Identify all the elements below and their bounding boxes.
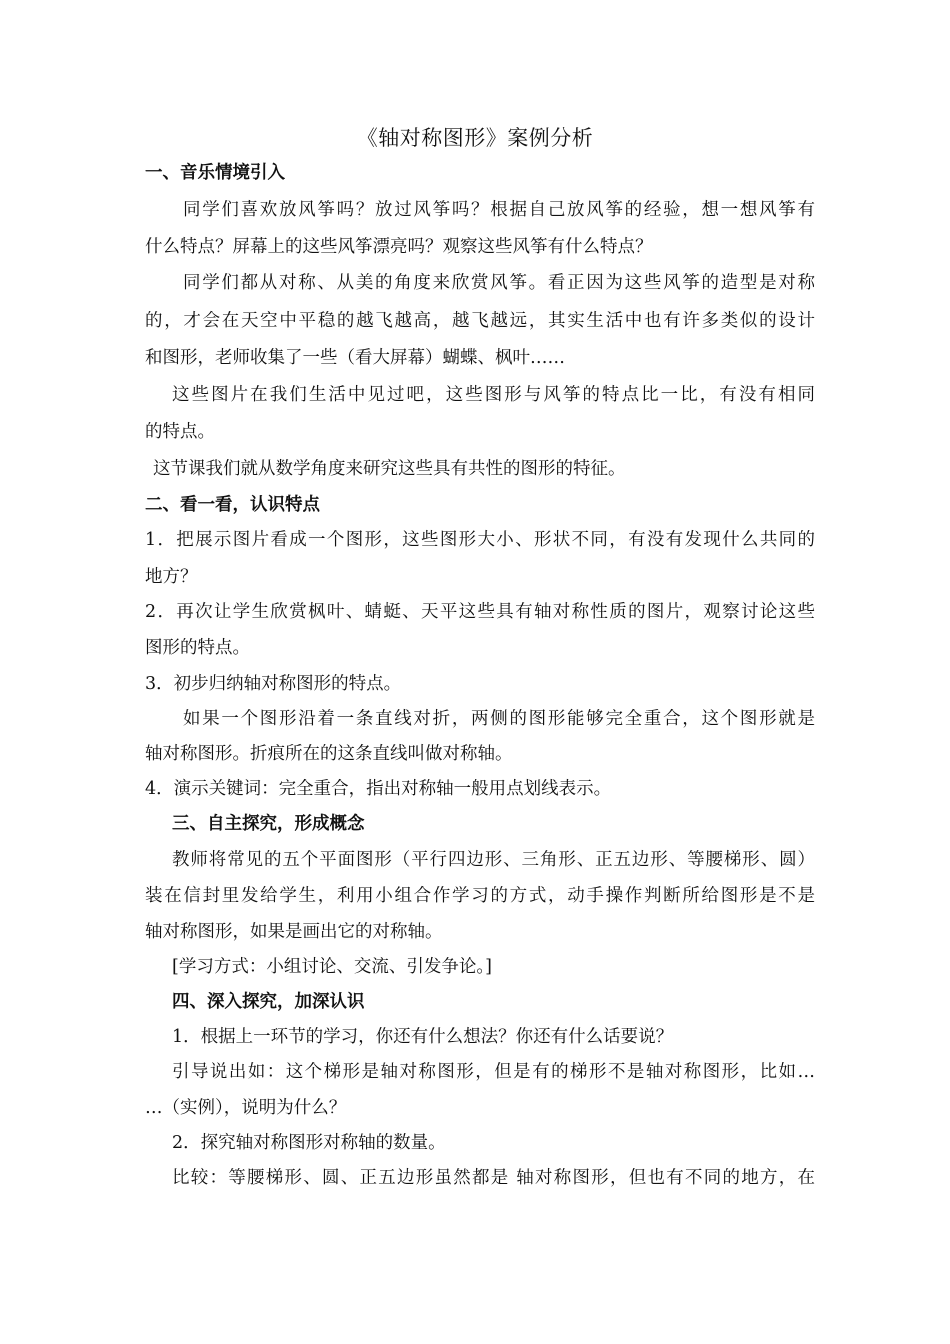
paragraph-line: 的特点。: [145, 422, 215, 442]
paragraph-line: 图形的特点。: [145, 638, 250, 658]
section-heading-3: 三、自主探究，形成概念: [172, 814, 365, 834]
list-item: 3．初步归纳轴对称图形的特点。: [145, 674, 402, 694]
paragraph-line: [学习方式：小组讨论、交流、引发争论。]: [172, 957, 492, 977]
paragraph-line: 同学们都从对称、从美的角度来欣赏风筝。看正因为这些风筝的造型是对称: [183, 273, 815, 293]
paragraph-line: 装在信封里发给学生，利用小组合作学习的方式，动手操作判断所给图形是不是: [145, 886, 815, 906]
section-heading-2: 二、看一看，认识特点: [145, 495, 320, 515]
section-heading-4: 四、深入探究，加深认识: [172, 992, 365, 1012]
paragraph-line: 教师将常见的五个平面图形（平行四边形、三角形、正五边形、等腰梯形、圆）: [172, 850, 815, 870]
list-item: 4．演示关键词：完全重合，指出对称轴一般用点划线表示。: [145, 779, 612, 799]
document-title: 《轴对称图形》案例分析: [356, 126, 594, 150]
paragraph-line: 同学们喜欢放风筝吗？放过风筝吗？根据自己放风筝的经验，想一想风筝有: [183, 200, 815, 220]
paragraph-line: 引导说出如：这个梯形是轴对称图形，但是有的梯形不是轴对称图形，比如…: [172, 1062, 815, 1082]
list-item: 1．把展示图片看成一个图形，这些图形大小、形状不同，有没有发现什么共同的: [145, 530, 815, 550]
section-heading-1: 一、音乐情境引入: [145, 163, 285, 183]
list-item: 2．再次让学生欣赏枫叶、蜻蜓、天平这些具有轴对称性质的图片，观察讨论这些: [145, 602, 815, 622]
paragraph-line: 什么特点？屏幕上的这些风筝漂亮吗？观察这些风筝有什么特点？: [145, 237, 653, 257]
list-item: 2．探究轴对称图形对称轴的数量。: [172, 1133, 446, 1153]
paragraph-line: 的，才会在天空中平稳的越飞越高，越飞越远，其实生活中也有许多类似的设计: [145, 311, 815, 331]
paragraph-line: 这些图片在我们生活中见过吧，这些图形与风筝的特点比一比，有没有相同: [172, 385, 815, 405]
paragraph-line: …（实例），说明为什么？: [145, 1098, 347, 1118]
paragraph-line: 比较：等腰梯形、圆、正五边形虽然都是 轴对称图形，但也有不同的地方，在: [172, 1168, 815, 1188]
paragraph-line: 地方？: [145, 567, 198, 587]
paragraph-line: 这节课我们就从数学角度来研究这些具有共性的图形的特征。: [153, 459, 626, 479]
paragraph-line: 和图形，老师收集了一些（看大屏幕）蝴蝶、枫叶……: [145, 348, 565, 368]
list-item: 1．根据上一环节的学习，你还有什么想法？你还有什么话要说？: [172, 1027, 674, 1047]
paragraph-line: 轴对称图形。折痕所在的这条直线叫做对称轴。: [145, 744, 513, 764]
paragraph-line: 轴对称图形，如果是画出它的对称轴。: [145, 922, 443, 942]
paragraph-line: 如果一个图形沿着一条直线对折，两侧的图形能够完全重合，这个图形就是: [183, 709, 815, 729]
